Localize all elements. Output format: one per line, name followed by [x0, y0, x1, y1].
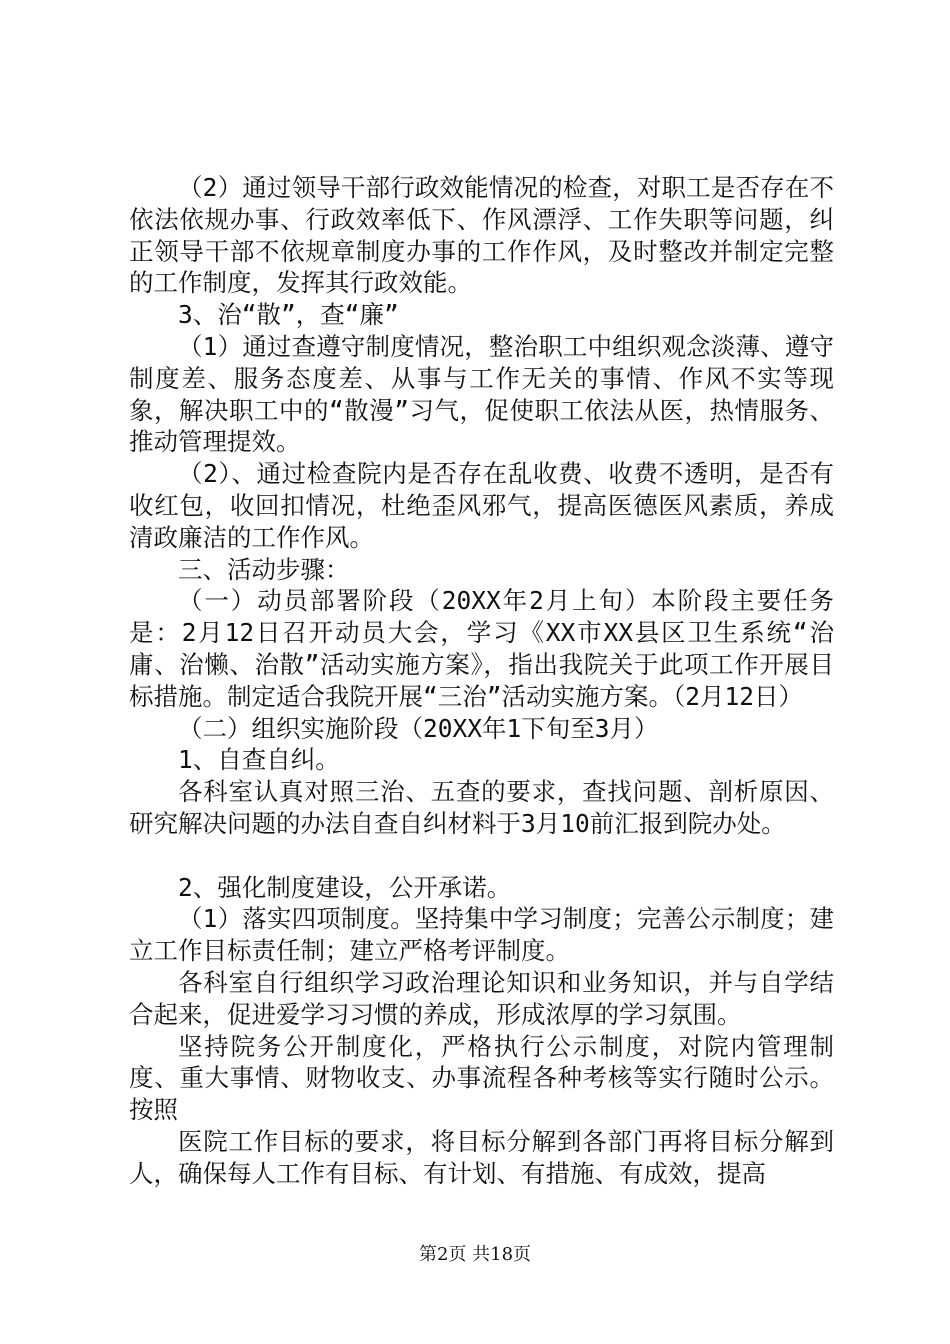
blank-line	[129, 840, 834, 872]
paragraph-mobilization-stage: （一）动员部署阶段（20XX年2月上旬）本阶段主要任务是：2月12日召开动员大会，学习《XX市XX县区卫生系统“治庸、治懒、治散”活动实施方案》，指出我院关于此项工作开展目标措施。制定适合我院开展“三治”活动实施方案。（2月12日）	[129, 586, 834, 711]
paragraph-discipline: （1）通过查遵守制度情况，整治职工中组织观念淡薄、遵守制度差、服务态度差、从事与工作无关的事情、作风不实等现象，解决职工中的“散漫”习气，促使职工依法从医，热情服务、推动管理提效。	[129, 331, 834, 457]
heading-implementation-stage: （二）组织实施阶段（20XX年1下旬至3月）	[178, 713, 659, 743]
page-footer: 第2页 共18页	[418, 1244, 532, 1265]
paragraph-study: 各科室自行组织学习政治理论知识和业务知识，并与自学结合起来，促进爱学习习惯的养成，形成浓厚的学习氛围。	[129, 967, 834, 1029]
paragraph-leaders-efficiency: （2）通过领导干部行政效能情况的检查，对职工是否存在不依法依规办事、行政效率低下、作风漂浮、工作失职等问题，纠正领导干部不依规章制度办事的工作作风，及时整改并制定完整的工作制度，发挥其行政效能。	[129, 173, 834, 298]
paragraph-disclosure: 坚持院务公开制度化，严格执行公示制度，对院内管理制度、重大事情、财物收支、办事流程各种考核等实行随时公示。按照	[129, 1031, 834, 1125]
heading-self-inspection: 1、自查自纠。	[178, 745, 340, 775]
paragraph-goals: 医院工作目标的要求，将目标分解到各部门再将目标分解到人，确保每人工作有目标、有计划、有措施、有成效，提高	[129, 1126, 834, 1188]
paragraph-fees: （2）、通过检查院内是否存在乱收费、收费不透明，是否有收红包，收回扣情况，杜绝歪风邪气，提高医德医风素质，养成清政廉洁的工作作风。	[129, 459, 834, 552]
heading-activity-steps: 三、活动步骤：	[178, 554, 350, 584]
heading-system-building: 2、强化制度建设，公开承诺。	[178, 872, 512, 902]
paragraph-four-systems: （1）落实四项制度。坚持集中学习制度；完善公示制度；建立工作目标责任制；建立严格考评制度。	[129, 904, 834, 966]
document-body	[129, 172, 834, 1190]
heading-integrity: 3、治“散”，查“廉”	[178, 300, 399, 330]
paragraph-self-inspection: 各科室认真对照三治、五查的要求，查找问题、剖析原因、研究解决问题的办法自查自纠材料于3月10前汇报到院办处。	[129, 777, 834, 838]
